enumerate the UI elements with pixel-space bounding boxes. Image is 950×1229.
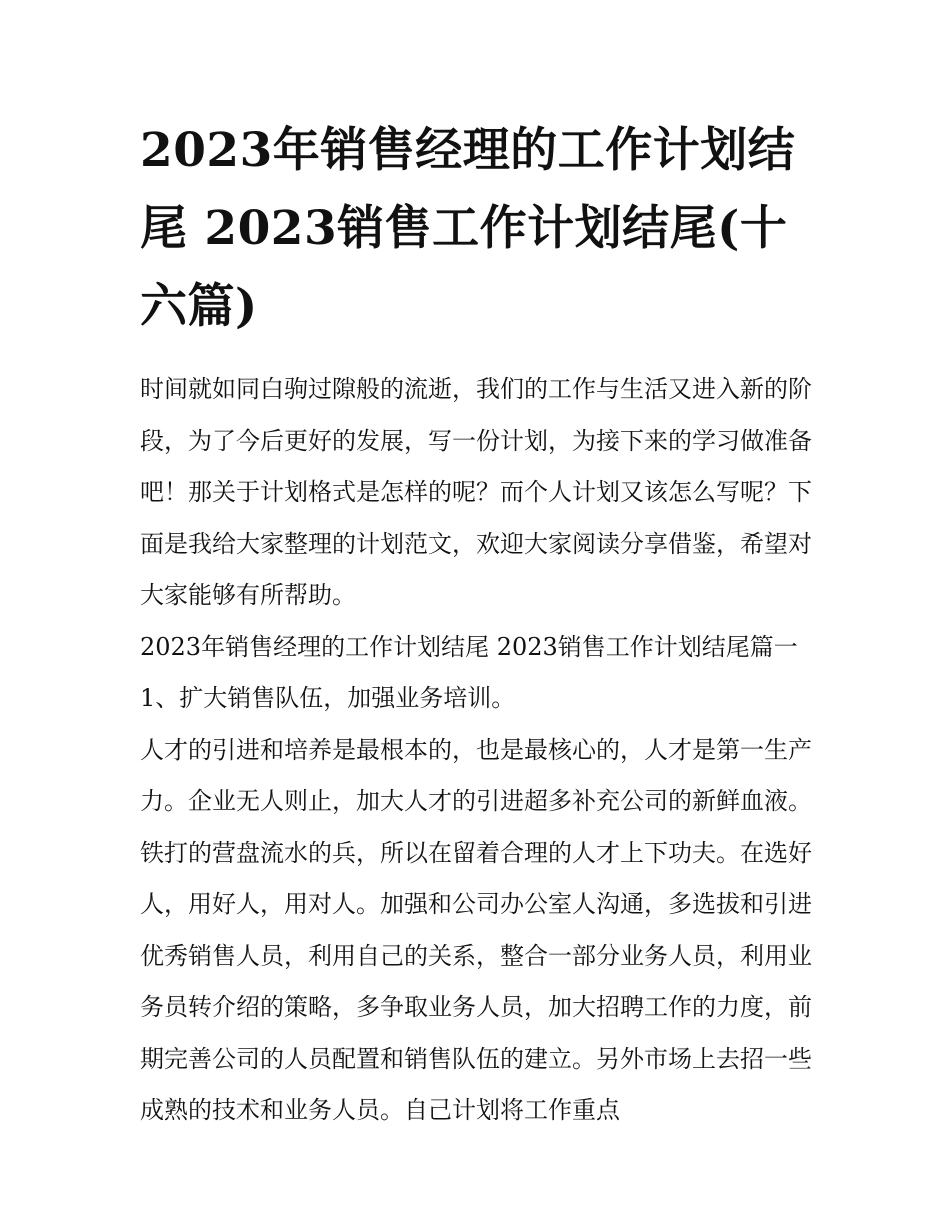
intro-paragraph: 时间就如同白驹过隙般的流逝，我们的工作与生活又进入新的阶段，为了今后更好的发展，写一份计划，为接下来的学习做准备吧！那关于计划格式是怎样的呢？而个人计划又该怎么写呢？下面是我给大家整理的计划范文，欢迎大家阅读分享借鉴，希望对大家能够有所帮助。	[140, 375, 812, 609]
body-paragraph: 人才的引进和培养是最根本的，也是最核心的，人才是第一生产力。企业无人则止，加大人才的引进超多补充公司的新鲜血液。铁打的营盘流水的兵，所以在留着合理的人才上下功夫。在选好人，用好人，用对人。加强和公司办公室人沟通，多选拔和引进优秀销售人员，利用自己的关系，整合一部分业务人员，利用业务员转介绍的策略，多争取业务人员，加大招聘工作的力度，前期完善公司的人员配置和销售队伍的建立。另外市场上去招一些成熟的技术和业务人员。自己计划将工作重点	[140, 735, 812, 1124]
list-item-heading: 1、扩大销售队伍，加强业务培训。	[140, 684, 516, 712]
document-title: 2023年销售经理的工作计划结尾 2023销售工作计划结尾(十六篇)	[140, 123, 796, 334]
document-page	[140, 112, 812, 1137]
section-heading: 2023年销售经理的工作计划结尾 2023销售工作计划结尾篇一	[140, 632, 798, 661]
